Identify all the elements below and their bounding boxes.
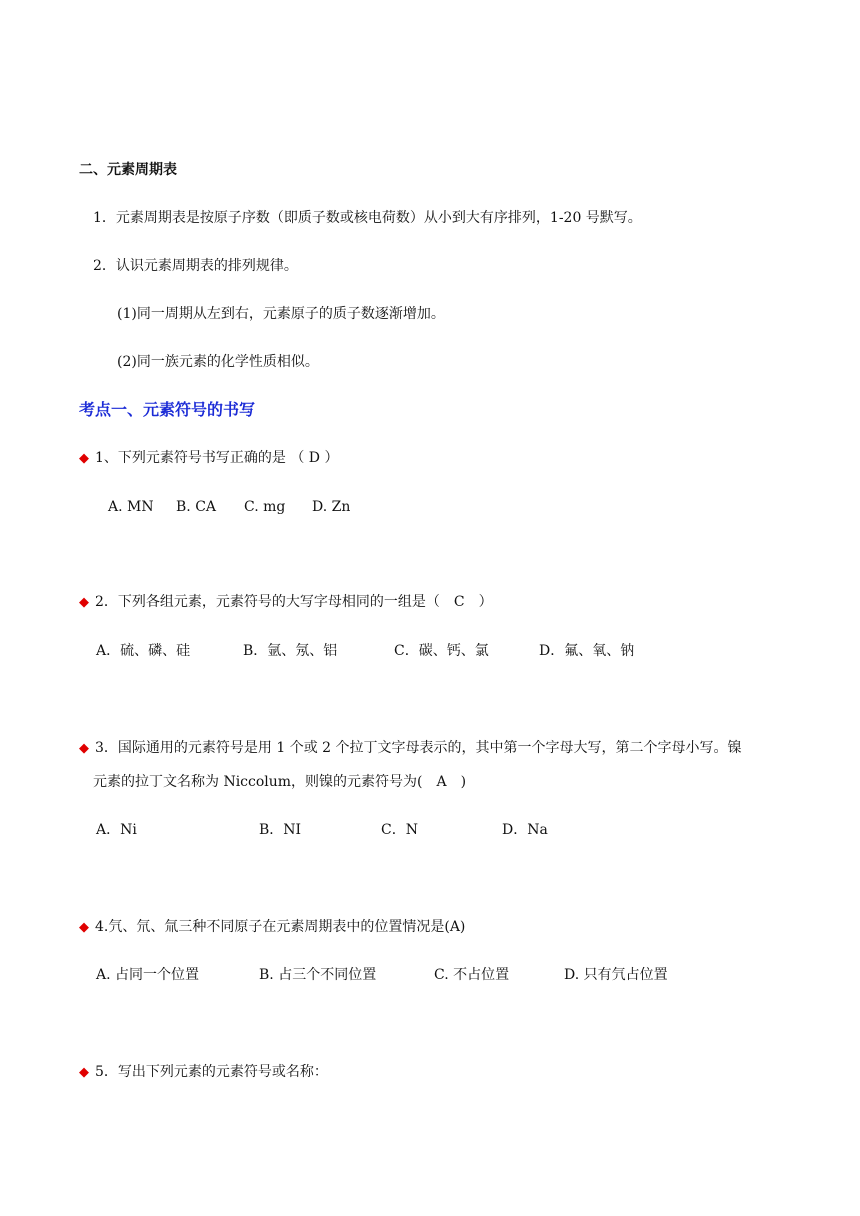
intro-rule-1: (1)同一周期从左到右，元素原子的质子数逐渐增加。 xyxy=(117,306,445,322)
option-a: A. MN xyxy=(108,499,154,515)
option-b: B. 占三个不同位置 xyxy=(259,967,377,983)
option-b: B．NI xyxy=(259,822,302,838)
option-c: C．N xyxy=(381,822,418,838)
intro-rule-2: (2)同一族元素的化学性质相似。 xyxy=(117,354,319,370)
question-2-stem: 2．下列各组元素，元素符号的大写字母相同的一组是（ C ） xyxy=(95,594,493,610)
question-3-options xyxy=(96,820,548,840)
topic-heading: 考点一、元素符号的书写 xyxy=(79,400,256,419)
red-diamond-icon: ◆ xyxy=(79,451,89,466)
option-c: C. 不占位置 xyxy=(434,967,510,983)
question-1-options xyxy=(108,497,350,517)
question-2-options xyxy=(96,641,634,661)
question-2 xyxy=(79,592,493,613)
question-1 xyxy=(79,448,338,469)
option-b: B．氩、氖、铝 xyxy=(243,643,338,659)
question-5 xyxy=(79,1062,328,1083)
question-4-options xyxy=(96,965,668,985)
option-a: A. 占同一个位置 xyxy=(96,967,200,983)
red-diamond-icon: ◆ xyxy=(79,920,89,935)
option-d: D．氟、氧、钠 xyxy=(539,643,635,659)
red-diamond-icon: ◆ xyxy=(79,1065,89,1080)
intro-paragraph-1: 1．元素周期表是按原子序数（即质子数或核电荷数）从小到大有序排列，1-20 号默写。 xyxy=(93,210,642,226)
option-a: A．硫、磷、硅 xyxy=(96,643,191,659)
question-3-stem-line1: 3．国际通用的元素符号是用 1 个或 2 个拉丁文字母表示的，其中第一个字母大写，第二个字母小写。镍 xyxy=(95,740,742,756)
red-diamond-icon: ◆ xyxy=(79,741,89,756)
question-4 xyxy=(79,917,465,938)
intro-paragraph-2: 2．认识元素周期表的排列规律。 xyxy=(93,258,298,274)
question-4-stem: 4.氕、氘、氚三种不同原子在元素周期表中的位置情况是(A) xyxy=(95,919,466,935)
question-3 xyxy=(79,738,742,759)
option-c: C．碳、钙、氯 xyxy=(394,643,489,659)
question-3-stem-line2: 元素的拉丁文名称为 Niccolum，则镍的元素符号为( A ) xyxy=(93,774,467,790)
option-c: C. mg xyxy=(244,499,286,515)
option-d: D. 只有氕占位置 xyxy=(564,967,668,983)
option-d: D．Na xyxy=(502,822,548,838)
option-a: A．Ni xyxy=(96,822,137,838)
question-5-stem: 5．写出下列元素的元素符号或名称： xyxy=(95,1064,328,1080)
option-b: B. CA xyxy=(176,499,217,515)
red-diamond-icon: ◆ xyxy=(79,595,89,610)
option-d: D. Zn xyxy=(312,499,351,515)
section-heading: 二、元素周期表 xyxy=(79,162,177,178)
question-1-stem: 1、下列元素符号书写正确的是 （ D ） xyxy=(95,450,339,466)
